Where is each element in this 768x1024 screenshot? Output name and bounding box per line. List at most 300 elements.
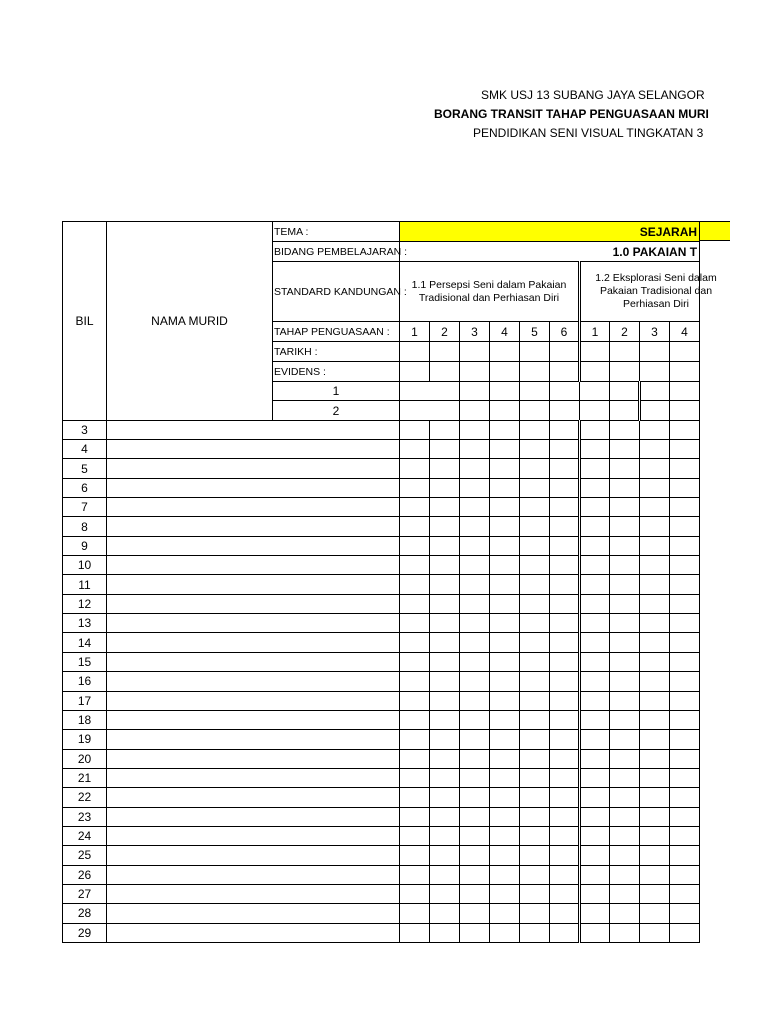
score-cell[interactable] [550,420,580,439]
student-name-cell[interactable] [107,575,400,594]
score-cell[interactable] [520,401,550,420]
score-cell[interactable] [580,478,610,497]
score-cell[interactable] [550,904,580,923]
score-cell[interactable] [430,749,460,768]
score-cell[interactable] [430,730,460,749]
score-cell[interactable] [460,884,490,903]
score-cell[interactable] [580,710,610,729]
student-name-cell[interactable] [107,730,400,749]
score-cell[interactable] [490,614,520,633]
score-cell[interactable] [640,807,670,826]
score-cell[interactable] [400,730,430,749]
score-cell[interactable] [580,807,610,826]
evidens-cell[interactable] [460,362,490,382]
score-cell[interactable] [460,923,490,942]
score-cell[interactable] [580,420,610,439]
score-cell[interactable] [490,788,520,807]
score-cell[interactable] [460,730,490,749]
score-cell[interactable] [400,517,430,536]
score-cell[interactable] [520,846,550,865]
score-cell[interactable] [610,730,640,749]
score-cell[interactable] [640,556,670,575]
score-cell[interactable] [610,401,640,420]
score-cell[interactable] [520,575,550,594]
score-cell[interactable] [460,633,490,652]
score-cell[interactable] [490,401,520,420]
evidens-cell[interactable] [400,362,430,382]
score-cell[interactable] [520,749,550,768]
evidens-cell[interactable] [580,362,610,382]
score-cell[interactable] [460,478,490,497]
score-cell[interactable] [490,440,520,459]
score-cell[interactable] [670,498,700,517]
score-cell[interactable] [550,517,580,536]
score-cell[interactable] [400,923,430,942]
tarikh-cell[interactable] [520,342,550,362]
score-cell[interactable] [610,691,640,710]
student-name-cell[interactable] [107,517,400,536]
score-cell[interactable] [400,672,430,691]
score-cell[interactable] [580,440,610,459]
score-cell[interactable] [490,923,520,942]
score-cell[interactable] [400,768,430,787]
score-cell[interactable] [520,440,550,459]
score-cell[interactable] [520,556,550,575]
score-cell[interactable] [430,420,460,439]
score-cell[interactable] [580,614,610,633]
score-cell[interactable] [670,575,700,594]
score-cell[interactable] [430,440,460,459]
score-cell[interactable] [430,846,460,865]
score-cell[interactable] [520,672,550,691]
student-name-cell[interactable] [400,401,460,420]
score-cell[interactable] [550,594,580,613]
score-cell[interactable] [550,788,580,807]
score-cell[interactable] [640,633,670,652]
score-cell[interactable] [460,846,490,865]
score-cell[interactable] [550,556,580,575]
score-cell[interactable] [580,826,610,845]
score-cell[interactable] [610,440,640,459]
score-cell[interactable] [430,517,460,536]
score-cell[interactable] [670,884,700,903]
score-cell[interactable] [640,517,670,536]
student-name-cell[interactable] [107,478,400,497]
score-cell[interactable] [640,652,670,671]
score-cell[interactable] [640,904,670,923]
score-cell[interactable] [640,865,670,884]
score-cell[interactable] [490,478,520,497]
score-cell[interactable] [550,923,580,942]
score-cell[interactable] [490,420,520,439]
score-cell[interactable] [400,652,430,671]
score-cell[interactable] [670,536,700,555]
score-cell[interactable] [640,440,670,459]
score-cell[interactable] [520,633,550,652]
score-cell[interactable] [520,826,550,845]
score-cell[interactable] [490,594,520,613]
score-cell[interactable] [580,652,610,671]
score-cell[interactable] [490,536,520,555]
score-cell[interactable] [520,382,550,401]
score-cell[interactable] [520,478,550,497]
score-cell[interactable] [580,923,610,942]
score-cell[interactable] [550,749,580,768]
score-cell[interactable] [610,807,640,826]
score-cell[interactable] [430,594,460,613]
score-cell[interactable] [460,807,490,826]
score-cell[interactable] [490,807,520,826]
score-cell[interactable] [400,536,430,555]
score-cell[interactable] [460,652,490,671]
tarikh-cell[interactable] [610,342,640,362]
score-cell[interactable] [640,575,670,594]
score-cell[interactable] [610,517,640,536]
score-cell[interactable] [670,865,700,884]
score-cell[interactable] [610,614,640,633]
score-cell[interactable] [580,865,610,884]
score-cell[interactable] [460,710,490,729]
score-cell[interactable] [460,614,490,633]
score-cell[interactable] [550,730,580,749]
score-cell[interactable] [580,691,610,710]
score-cell[interactable] [610,672,640,691]
score-cell[interactable] [580,382,610,401]
score-cell[interactable] [400,904,430,923]
score-cell[interactable] [490,672,520,691]
score-cell[interactable] [580,672,610,691]
score-cell[interactable] [580,633,610,652]
score-cell[interactable] [610,788,640,807]
evidens-cell[interactable] [430,362,460,382]
score-cell[interactable] [670,459,700,478]
score-cell[interactable] [400,459,430,478]
score-cell[interactable] [460,672,490,691]
score-cell[interactable] [550,807,580,826]
score-cell[interactable] [490,575,520,594]
score-cell[interactable] [610,382,640,401]
score-cell[interactable] [400,710,430,729]
student-name-cell[interactable] [107,904,400,923]
tarikh-cell[interactable] [430,342,460,362]
score-cell[interactable] [610,865,640,884]
score-cell[interactable] [670,710,700,729]
score-cell[interactable] [610,536,640,555]
score-cell[interactable] [580,459,610,478]
evidens-cell[interactable] [670,362,700,382]
score-cell[interactable] [400,633,430,652]
student-name-cell[interactable] [107,536,400,555]
score-cell[interactable] [430,807,460,826]
score-cell[interactable] [400,691,430,710]
student-name-cell[interactable] [107,440,400,459]
score-cell[interactable] [610,652,640,671]
score-cell[interactable] [490,498,520,517]
score-cell[interactable] [490,730,520,749]
score-cell[interactable] [400,420,430,439]
score-cell[interactable] [580,788,610,807]
score-cell[interactable] [610,904,640,923]
score-cell[interactable] [520,923,550,942]
score-cell[interactable] [640,788,670,807]
score-cell[interactable] [640,401,670,420]
score-cell[interactable] [670,614,700,633]
score-cell[interactable] [580,517,610,536]
score-cell[interactable] [400,440,430,459]
score-cell[interactable] [490,652,520,671]
score-cell[interactable] [490,691,520,710]
score-cell[interactable] [640,594,670,613]
score-cell[interactable] [610,420,640,439]
student-name-cell[interactable] [107,807,400,826]
score-cell[interactable] [550,884,580,903]
score-cell[interactable] [520,517,550,536]
score-cell[interactable] [520,420,550,439]
student-name-cell[interactable] [107,459,400,478]
score-cell[interactable] [520,768,550,787]
score-cell[interactable] [640,536,670,555]
score-cell[interactable] [520,498,550,517]
score-cell[interactable] [430,691,460,710]
tarikh-cell[interactable] [550,342,580,362]
score-cell[interactable] [400,594,430,613]
student-name-cell[interactable] [107,788,400,807]
score-cell[interactable] [520,730,550,749]
score-cell[interactable] [670,420,700,439]
evidens-cell[interactable] [550,362,580,382]
score-cell[interactable] [550,652,580,671]
score-cell[interactable] [670,788,700,807]
student-name-cell[interactable] [107,614,400,633]
score-cell[interactable] [550,575,580,594]
score-cell[interactable] [610,478,640,497]
score-cell[interactable] [550,478,580,497]
score-cell[interactable] [520,904,550,923]
score-cell[interactable] [460,768,490,787]
score-cell[interactable] [580,498,610,517]
score-cell[interactable] [430,768,460,787]
student-name-cell[interactable] [107,420,400,439]
score-cell[interactable] [640,459,670,478]
score-cell[interactable] [400,884,430,903]
score-cell[interactable] [550,382,580,401]
student-name-cell[interactable] [107,652,400,671]
student-name-cell[interactable] [107,884,400,903]
score-cell[interactable] [670,904,700,923]
score-cell[interactable] [670,672,700,691]
score-cell[interactable] [640,923,670,942]
score-cell[interactable] [580,884,610,903]
evidens-cell[interactable] [490,362,520,382]
tarikh-cell[interactable] [460,342,490,362]
tarikh-cell[interactable] [640,342,670,362]
score-cell[interactable] [400,478,430,497]
score-cell[interactable] [520,710,550,729]
score-cell[interactable] [550,846,580,865]
score-cell[interactable] [490,382,520,401]
score-cell[interactable] [400,749,430,768]
score-cell[interactable] [460,865,490,884]
score-cell[interactable] [400,865,430,884]
score-cell[interactable] [520,614,550,633]
score-cell[interactable] [490,768,520,787]
student-name-cell[interactable] [107,556,400,575]
score-cell[interactable] [490,884,520,903]
score-cell[interactable] [670,807,700,826]
score-cell[interactable] [580,846,610,865]
score-cell[interactable] [580,536,610,555]
score-cell[interactable] [670,826,700,845]
score-cell[interactable] [400,846,430,865]
score-cell[interactable] [550,768,580,787]
score-cell[interactable] [640,614,670,633]
score-cell[interactable] [520,536,550,555]
score-cell[interactable] [610,768,640,787]
score-cell[interactable] [400,788,430,807]
score-cell[interactable] [550,498,580,517]
score-cell[interactable] [430,710,460,729]
score-cell[interactable] [610,633,640,652]
score-cell[interactable] [670,517,700,536]
score-cell[interactable] [610,923,640,942]
score-cell[interactable] [610,884,640,903]
score-cell[interactable] [550,672,580,691]
score-cell[interactable] [640,478,670,497]
tarikh-cell[interactable] [490,342,520,362]
score-cell[interactable] [640,710,670,729]
score-cell[interactable] [400,826,430,845]
score-cell[interactable] [490,710,520,729]
student-name-cell[interactable] [107,768,400,787]
score-cell[interactable] [430,904,460,923]
score-cell[interactable] [580,575,610,594]
student-name-cell[interactable] [107,865,400,884]
score-cell[interactable] [610,710,640,729]
score-cell[interactable] [610,556,640,575]
score-cell[interactable] [430,788,460,807]
score-cell[interactable] [400,575,430,594]
score-cell[interactable] [460,498,490,517]
score-cell[interactable] [550,633,580,652]
score-cell[interactable] [550,691,580,710]
score-cell[interactable] [550,614,580,633]
score-cell[interactable] [520,865,550,884]
student-name-cell[interactable] [107,923,400,942]
tarikh-cell[interactable] [400,342,430,362]
score-cell[interactable] [610,575,640,594]
score-cell[interactable] [520,652,550,671]
score-cell[interactable] [580,556,610,575]
score-cell[interactable] [640,884,670,903]
score-cell[interactable] [670,401,700,420]
score-cell[interactable] [460,575,490,594]
evidens-cell[interactable] [640,362,670,382]
score-cell[interactable] [580,730,610,749]
score-cell[interactable] [670,594,700,613]
score-cell[interactable] [490,749,520,768]
score-cell[interactable] [430,633,460,652]
score-cell[interactable] [610,749,640,768]
score-cell[interactable] [430,672,460,691]
score-cell[interactable] [430,575,460,594]
score-cell[interactable] [550,865,580,884]
score-cell[interactable] [640,846,670,865]
score-cell[interactable] [490,846,520,865]
score-cell[interactable] [670,382,700,401]
score-cell[interactable] [460,440,490,459]
student-name-cell[interactable] [107,672,400,691]
score-cell[interactable] [430,536,460,555]
score-cell[interactable] [640,749,670,768]
student-name-cell[interactable] [107,691,400,710]
score-cell[interactable] [460,594,490,613]
score-cell[interactable] [460,420,490,439]
student-name-cell[interactable] [107,846,400,865]
score-cell[interactable] [580,401,610,420]
score-cell[interactable] [490,865,520,884]
score-cell[interactable] [430,826,460,845]
score-cell[interactable] [460,691,490,710]
score-cell[interactable] [490,633,520,652]
score-cell[interactable] [460,459,490,478]
score-cell[interactable] [430,614,460,633]
score-cell[interactable] [430,884,460,903]
score-cell[interactable] [400,614,430,633]
score-cell[interactable] [670,846,700,865]
score-cell[interactable] [520,594,550,613]
score-cell[interactable] [640,420,670,439]
score-cell[interactable] [670,730,700,749]
score-cell[interactable] [640,768,670,787]
score-cell[interactable] [400,556,430,575]
score-cell[interactable] [400,807,430,826]
score-cell[interactable] [640,672,670,691]
score-cell[interactable] [490,459,520,478]
score-cell[interactable] [520,788,550,807]
tarikh-cell[interactable] [580,342,610,362]
score-cell[interactable] [610,846,640,865]
score-cell[interactable] [520,691,550,710]
score-cell[interactable] [670,440,700,459]
score-cell[interactable] [460,382,490,401]
score-cell[interactable] [430,556,460,575]
score-cell[interactable] [580,594,610,613]
score-cell[interactable] [460,517,490,536]
score-cell[interactable] [670,556,700,575]
score-cell[interactable] [550,826,580,845]
score-cell[interactable] [640,498,670,517]
score-cell[interactable] [670,478,700,497]
score-cell[interactable] [490,826,520,845]
score-cell[interactable] [670,749,700,768]
student-name-cell[interactable] [107,710,400,729]
score-cell[interactable] [640,382,670,401]
score-cell[interactable] [670,652,700,671]
evidens-cell[interactable] [520,362,550,382]
score-cell[interactable] [670,633,700,652]
score-cell[interactable] [430,459,460,478]
score-cell[interactable] [550,401,580,420]
score-cell[interactable] [490,517,520,536]
evidens-cell[interactable] [610,362,640,382]
score-cell[interactable] [550,710,580,729]
score-cell[interactable] [640,826,670,845]
student-name-cell[interactable] [107,594,400,613]
score-cell[interactable] [460,788,490,807]
score-cell[interactable] [610,826,640,845]
score-cell[interactable] [580,749,610,768]
score-cell[interactable] [520,459,550,478]
